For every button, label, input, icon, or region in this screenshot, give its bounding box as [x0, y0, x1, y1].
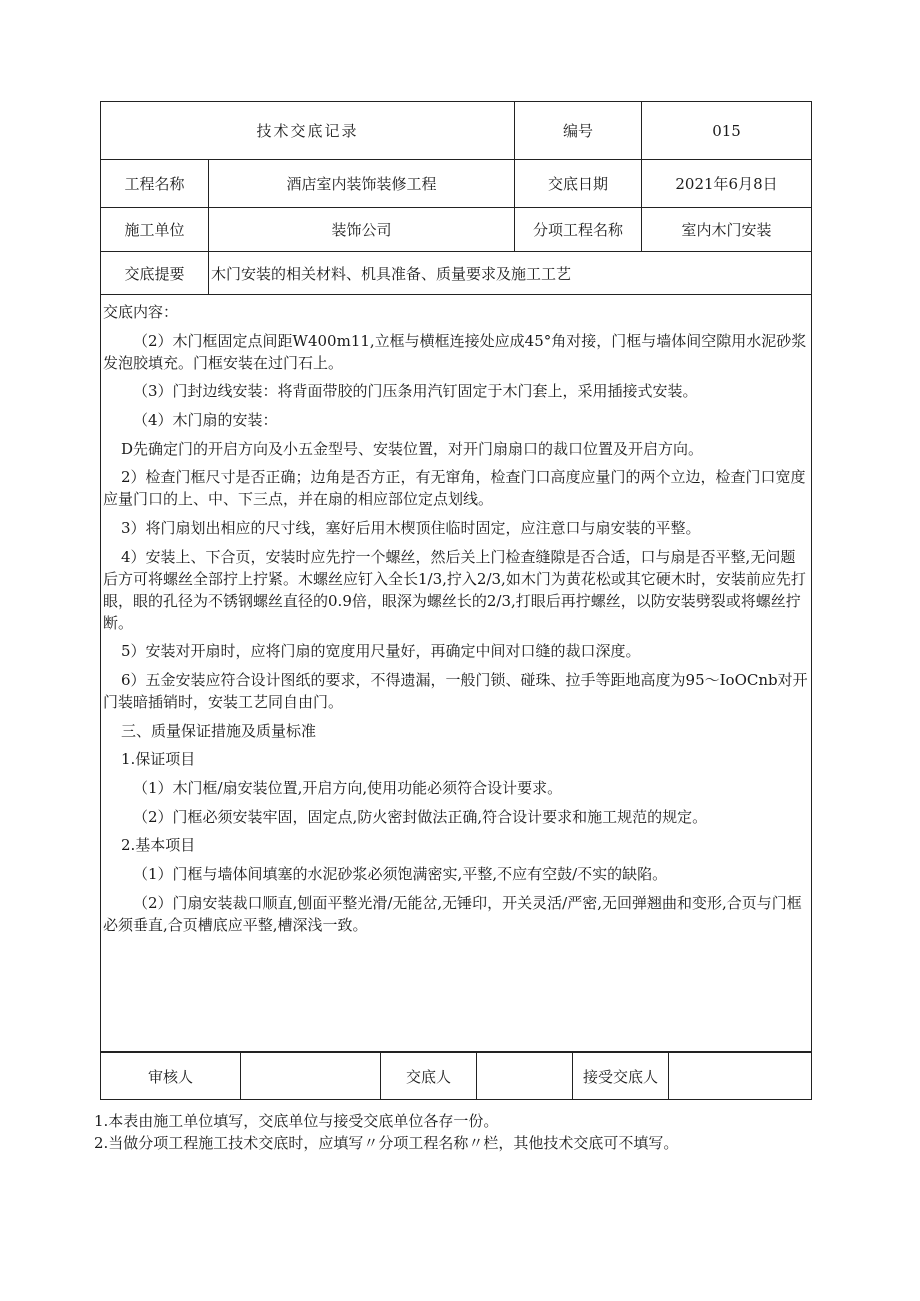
- reviewer-label: 审核人: [101, 1053, 241, 1100]
- subsection-heading: 1.保证项目: [121, 750, 196, 769]
- subproject-label: 分项工程名称: [515, 208, 642, 252]
- content-paragraph: （1）木门框/扇安装位置,开启方向,使用功能必须符合设计要求。: [133, 778, 563, 797]
- content-paragraph: 5）安装对开扇时，应将门扇的宽度用尺量好，再确定中间对口缝的裁口深度。: [121, 642, 641, 661]
- unit-row: [101, 208, 812, 252]
- summary-row: [101, 252, 812, 295]
- project-row: [101, 160, 812, 208]
- subsection-heading: 2.基本项目: [121, 836, 196, 855]
- footnotes: [94, 1110, 678, 1154]
- reviewer-field[interactable]: [241, 1053, 381, 1100]
- content-paragraph: D先确定门的开启方向及小五金型号、安装位置，对开门扇扇口的裁口位置及开启方向。: [121, 439, 704, 458]
- content-paragraph: （2）门框必须安装牢固，固定点,防火密封做法正确,符合设计要求和施工规范的规定。: [133, 807, 708, 826]
- form-table: [100, 101, 812, 1052]
- number-label: 编号: [515, 102, 642, 160]
- summary-label: 交底提要: [101, 252, 209, 295]
- discloser-label: 交底人: [381, 1053, 477, 1100]
- footnote: 1.本表由施工单位填写，交底单位与接受交底单位各存一份。: [94, 1112, 499, 1130]
- date-value: 2021年6月8日: [642, 160, 812, 208]
- signature-table: [100, 1052, 812, 1100]
- header-row: [101, 102, 812, 160]
- content-paragraph: 2）检查门框尺寸是否正确；边角是否方正，有无窜角，检查门口高度应量门的两个立边，检查门口宽度应量门口的上、中、下三点，并在扇的相应部位定点划线。: [103, 468, 806, 509]
- construction-unit-value: 装饰公司: [209, 208, 515, 252]
- signature-row: [101, 1053, 812, 1100]
- section-heading: 三、质量保证措施及质量标准: [121, 721, 317, 740]
- content-row: [101, 295, 812, 1052]
- content-paragraph: （2）木门框固定点间距W400m11,立框与横框连接处应成45°角对接，门框与墙体间空隙用水泥砂浆发泡胶填充。门框安装在过门石上。: [103, 331, 807, 372]
- date-label: 交底日期: [515, 160, 642, 208]
- content-paragraph: （4）木门扇的安装：: [133, 410, 278, 429]
- content-paragraph: 3）将门扇划出相应的尺寸线，塞好后用木楔顶住临时固定，应注意口与扇安装的平整。: [121, 518, 701, 537]
- project-name-value: 酒店室内装饰装修工程: [209, 160, 515, 208]
- form-title: 技术交底记录: [101, 102, 515, 160]
- project-name-label: 工程名称: [101, 160, 209, 208]
- receiver-label: 接受交底人: [573, 1053, 669, 1100]
- content-paragraph: 4）安装上、下合页，安装时应先拧一个螺丝，然后关上门检查缝隙是否合适，口与扇是否平整,无问题后方可将螺丝全部拧上拧紧。木螺丝应钉入全长1/3,拧入2/3,如木门为黄花松或其它硬木时，安装前应先打眼，眼的孔径为不锈钢螺丝直径的0.9倍，眼深为螺丝长的2/3,打眼后再拧螺丝，以防安装劈裂或将螺丝拧断。: [103, 547, 806, 632]
- discloser-field[interactable]: [477, 1053, 573, 1100]
- footnote: 2.当做分项工程施工技术交底时，应填写〃分项工程名称〃栏，其他技术交底可不填写。: [94, 1134, 679, 1152]
- content-paragraph: （1）门框与墙体间填塞的水泥砂浆必须饱满密实,平整,不应有空鼓/不实的缺陷。: [133, 864, 668, 883]
- receiver-field[interactable]: [669, 1053, 812, 1100]
- summary-value: 木门安装的相关材料、机具准备、质量要求及施工工艺: [209, 252, 812, 295]
- construction-unit-label: 施工单位: [101, 208, 209, 252]
- content-paragraph: （3）门封边线安装：将背面带胶的门压条用汽钉固定于木门套上，采用插接式安装。: [133, 382, 698, 401]
- content-cell: [101, 295, 812, 1052]
- subproject-value: 室内木门安装: [642, 208, 812, 252]
- number-value: 015: [642, 102, 812, 160]
- content-heading: 交底内容：: [103, 303, 179, 321]
- content-paragraph: 6）五金安装应符合设计图纸的要求，不得遗漏，一般门锁、碰珠、拉手等距地高度为95～IoOCnb对开门装暗插销时，安装工艺同自由门。: [103, 671, 808, 712]
- content-paragraph: （2）门扇安装裁口顺直,刨面平整光滑/无能岔,无锤印，开关灵活/严密,无回弹翘曲和变形,合页与门框必须垂直,合页槽底应平整,槽深浅一致。: [103, 893, 802, 934]
- disclosure-form: [100, 101, 811, 1100]
